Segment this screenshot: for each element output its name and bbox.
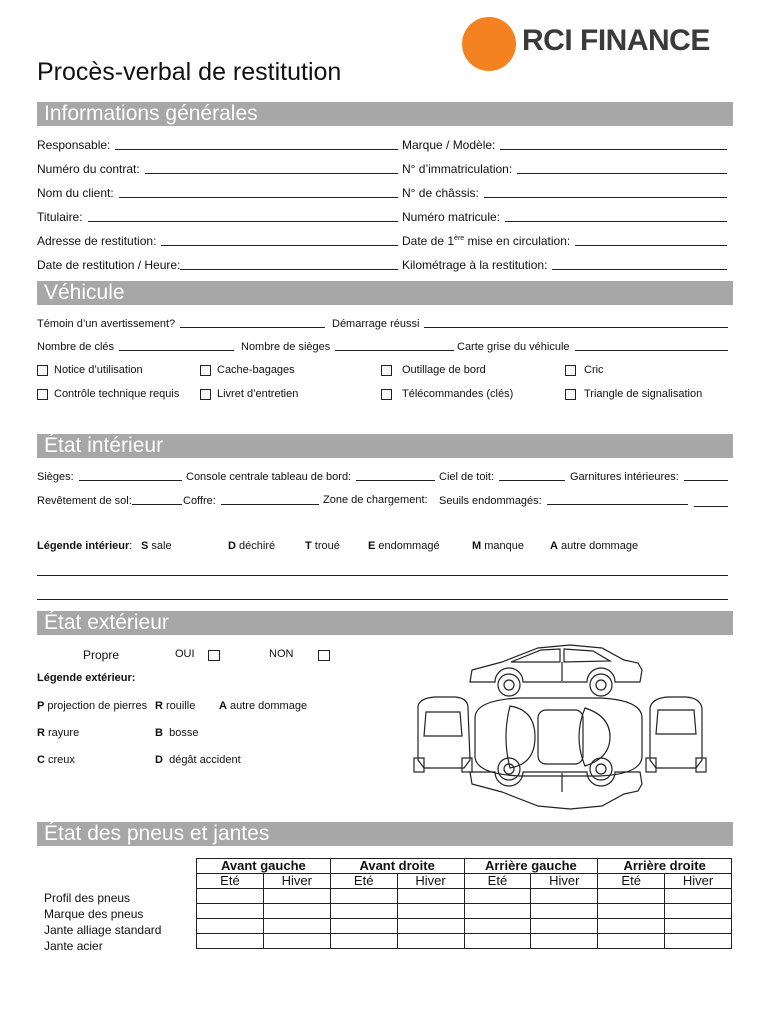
field-blank-extra[interactable]	[694, 506, 728, 507]
section-header-vehicle: Véhicule	[37, 281, 733, 305]
field-marque[interactable]	[402, 138, 727, 152]
legend-interior-item: M manque	[472, 540, 524, 552]
column-header-season: Hiver	[397, 874, 464, 889]
checkbox-cric[interactable]: Cric	[565, 364, 604, 376]
field-nombre-cles[interactable]	[37, 340, 234, 353]
column-header-season: Eté	[598, 874, 665, 889]
car-damage-diagram[interactable]	[410, 640, 710, 815]
checkbox-cache-bagages[interactable]: Cache-bagages	[200, 364, 295, 376]
car-side-view-right	[470, 645, 642, 696]
table-cell[interactable]	[665, 919, 732, 934]
car-side-view-left	[470, 758, 642, 809]
field-adresse[interactable]	[37, 234, 398, 248]
brand-logo-text: RCI FINANCE	[522, 24, 710, 57]
field-label: Ciel de toit:	[439, 471, 495, 483]
row-label: Jante alliage standard	[44, 923, 162, 937]
field-label: Nom du client:	[37, 186, 114, 200]
tyres-table	[196, 858, 732, 949]
field-blank[interactable]	[115, 139, 398, 150]
table-cell[interactable]	[531, 919, 598, 934]
field-chassis[interactable]	[402, 186, 727, 200]
field-blank[interactable]	[424, 317, 728, 328]
column-header-position: Arrière droite	[598, 859, 732, 874]
checkbox-box[interactable]	[200, 389, 211, 400]
non-label: NON	[269, 648, 294, 660]
table-cell[interactable]	[464, 889, 531, 904]
row-label: Jante acier	[44, 939, 103, 953]
table-cell[interactable]	[197, 934, 264, 949]
field-label: N° de châssis:	[402, 186, 479, 200]
field-label: Nombre de clés	[37, 341, 115, 353]
car-front-view	[414, 697, 472, 772]
field-matricule[interactable]	[402, 210, 727, 224]
field-date-circulation[interactable]	[402, 234, 727, 248]
field-label: Kilométrage à la restitution:	[402, 258, 548, 272]
field-blank[interactable]	[119, 187, 398, 198]
column-header-position: Avant droite	[330, 859, 464, 874]
table-cell[interactable]	[665, 904, 732, 919]
field-label: Témoin d’un avertissement?	[37, 318, 176, 330]
legend-exterior-item: R rayure	[37, 727, 80, 739]
legend-interior-item: E endommagé	[368, 540, 440, 552]
section-header-tyres: État des pneus et jantes	[37, 822, 733, 846]
table-cell[interactable]	[263, 919, 330, 934]
field-blank[interactable]	[575, 340, 728, 351]
field-label: Démarrage réussi	[332, 318, 420, 330]
table-cell[interactable]	[598, 889, 665, 904]
oui-label: OUI	[175, 648, 195, 660]
legend-exterior-item: B bosse	[155, 727, 199, 739]
field-date-restitution[interactable]	[37, 258, 398, 272]
table-cell[interactable]	[598, 904, 665, 919]
table-cell[interactable]	[665, 889, 732, 904]
field-label: Date de restitution / Heure:	[37, 258, 181, 272]
table-row	[197, 919, 732, 934]
table-cell[interactable]	[464, 919, 531, 934]
field-label: Seuils endommagés:	[439, 495, 542, 507]
row-label: Marque des pneus	[44, 907, 144, 921]
field-kilometrage[interactable]	[402, 258, 727, 272]
page-title: Procès-verbal de restitution	[37, 58, 342, 86]
table-cell[interactable]	[397, 934, 464, 949]
field-zone-chargement-label: Zone de chargement:	[323, 494, 428, 506]
table-header-row	[197, 859, 732, 874]
checkbox-propre-non[interactable]	[318, 650, 330, 661]
field-label: Date de 1ère mise en circulation:	[402, 234, 571, 248]
legend-exterior-item: D dégât accident	[155, 754, 241, 766]
field-sieges[interactable]	[37, 470, 182, 483]
legend-exterior-item: A autre dommage	[219, 700, 308, 712]
table-subheader-row	[197, 874, 732, 889]
table-row	[197, 904, 732, 919]
checkbox-notice[interactable]: Notice d’utilisation	[37, 364, 143, 376]
checkbox-box[interactable]	[565, 389, 576, 400]
column-header-season: Hiver	[263, 874, 330, 889]
column-header-position: Arrière gauche	[464, 859, 598, 874]
legend-exterior-item: C creux	[37, 754, 75, 766]
field-blank[interactable]	[499, 470, 565, 481]
table-cell[interactable]	[464, 934, 531, 949]
field-blank[interactable]	[180, 317, 325, 328]
brand-logo-circle	[462, 17, 516, 71]
field-blank[interactable]	[161, 235, 398, 246]
propre-label: Propre	[83, 648, 120, 662]
column-header-season: Eté	[464, 874, 531, 889]
field-label: Sièges:	[37, 471, 74, 483]
field-blank[interactable]	[145, 163, 398, 174]
field-blank[interactable]	[79, 470, 182, 481]
field-label: Coffre:	[183, 495, 216, 507]
field-blank[interactable]	[180, 259, 398, 270]
table-cell[interactable]	[531, 889, 598, 904]
section-header-exterior: État extérieur	[37, 611, 733, 635]
field-blank[interactable]	[575, 235, 727, 246]
field-carte-grise[interactable]	[457, 340, 728, 353]
checkbox-box[interactable]	[381, 365, 392, 376]
field-blank[interactable]	[547, 494, 688, 505]
field-demarrage[interactable]	[332, 317, 728, 330]
field-label: Responsable:	[37, 138, 111, 152]
notes-line[interactable]	[37, 599, 728, 600]
column-header-position: Avant gauche	[197, 859, 331, 874]
table-cell[interactable]	[531, 934, 598, 949]
field-console[interactable]	[186, 470, 435, 483]
field-label: Marque / Modèle:	[402, 138, 496, 152]
column-header-season: Eté	[330, 874, 397, 889]
checkbox-livret[interactable]: Livret d’entretien	[200, 388, 298, 400]
field-blank[interactable]	[356, 470, 435, 481]
field-blank[interactable]	[335, 340, 454, 351]
notes-line[interactable]	[37, 575, 728, 576]
field-label: Console centrale tableau de bord:	[186, 471, 352, 483]
legend-interior-title: Légende intérieur:	[37, 540, 133, 552]
table-cell[interactable]	[330, 889, 397, 904]
checkbox-telecommandes[interactable]: Télécommandes (clés)	[381, 388, 513, 400]
field-blank[interactable]	[119, 340, 234, 351]
legend-interior-item: T troué	[305, 540, 340, 552]
table-cell[interactable]	[263, 889, 330, 904]
checkbox-controle-technique[interactable]: Contrôle technique requis	[37, 388, 179, 400]
field-blank[interactable]	[132, 494, 182, 505]
checkbox-box[interactable]	[381, 389, 392, 400]
section-header-interior: État intérieur	[37, 434, 733, 458]
car-top-view	[475, 698, 642, 776]
field-label: Numéro matricule:	[402, 210, 501, 224]
checkbox-box[interactable]	[37, 365, 48, 376]
field-temoin[interactable]	[37, 317, 325, 330]
section-header-general: Informations générales	[37, 102, 733, 126]
table-cell[interactable]	[330, 904, 397, 919]
field-label: Nombre de sièges	[241, 341, 331, 353]
field-blank[interactable]	[552, 259, 727, 270]
column-header-season: Eté	[197, 874, 264, 889]
table-row	[197, 889, 732, 904]
legend-exterior-title: Légende extérieur:	[37, 672, 136, 684]
table-cell[interactable]	[330, 934, 397, 949]
field-label: Numéro du contrat:	[37, 162, 140, 176]
field-label: Titulaire:	[37, 210, 83, 224]
field-label: Adresse de restitution:	[37, 234, 157, 248]
field-nombre-sieges[interactable]	[241, 340, 454, 353]
checkbox-box[interactable]	[565, 365, 576, 376]
field-label: N° d’immatriculation:	[402, 162, 513, 176]
table-cell[interactable]	[464, 904, 531, 919]
field-blank[interactable]	[88, 211, 398, 222]
field-label: Revêtement de sol:	[37, 495, 132, 507]
checkbox-box[interactable]	[200, 365, 211, 376]
row-label: Profil des pneus	[44, 891, 131, 905]
field-titulaire[interactable]	[37, 210, 398, 224]
legend-exterior-item: P projection de pierres	[37, 700, 148, 712]
field-blank[interactable]	[500, 139, 727, 150]
field-blank[interactable]	[484, 187, 727, 198]
field-blank[interactable]	[221, 494, 319, 505]
field-revetement[interactable]	[37, 494, 182, 507]
column-header-season: Hiver	[665, 874, 732, 889]
table-cell[interactable]	[263, 904, 330, 919]
field-blank[interactable]	[517, 163, 727, 174]
legend-interior-item: D déchiré	[228, 540, 276, 552]
table-cell[interactable]	[598, 934, 665, 949]
field-immatriculation[interactable]	[402, 162, 727, 176]
table-cell[interactable]	[263, 934, 330, 949]
table-cell[interactable]	[197, 889, 264, 904]
table-row	[197, 934, 732, 949]
table-cell[interactable]	[598, 919, 665, 934]
table-cell[interactable]	[531, 904, 598, 919]
field-client[interactable]	[37, 186, 398, 200]
table-cell[interactable]	[330, 919, 397, 934]
legend-interior-item: S sale	[141, 540, 172, 552]
field-ciel-de-toit[interactable]	[439, 470, 565, 483]
car-rear-view	[646, 697, 706, 772]
legend-exterior-item: R rouille	[155, 700, 196, 712]
field-blank[interactable]	[684, 470, 728, 481]
checkbox-triangle[interactable]: Triangle de signalisation	[565, 388, 702, 400]
field-label: Garnitures intérieures:	[570, 471, 679, 483]
table-cell[interactable]	[397, 889, 464, 904]
field-contrat[interactable]	[37, 162, 398, 176]
field-blank[interactable]	[505, 211, 727, 222]
field-garnitures[interactable]	[570, 470, 728, 483]
checkbox-propre-oui[interactable]	[208, 650, 220, 661]
column-header-season: Hiver	[531, 874, 598, 889]
field-label: Carte grise du véhicule	[457, 341, 570, 353]
table-cell[interactable]	[197, 904, 264, 919]
field-seuils[interactable]	[439, 494, 688, 507]
checkbox-outillage[interactable]: Outillage de bord	[381, 364, 486, 376]
table-cell[interactable]	[397, 919, 464, 934]
checkbox-box[interactable]	[37, 389, 48, 400]
table-cell[interactable]	[665, 934, 732, 949]
table-cell[interactable]	[197, 919, 264, 934]
field-coffre[interactable]	[183, 494, 319, 507]
field-responsable[interactable]	[37, 138, 398, 152]
table-cell[interactable]	[397, 904, 464, 919]
legend-interior-item: A autre dommage	[550, 540, 639, 552]
